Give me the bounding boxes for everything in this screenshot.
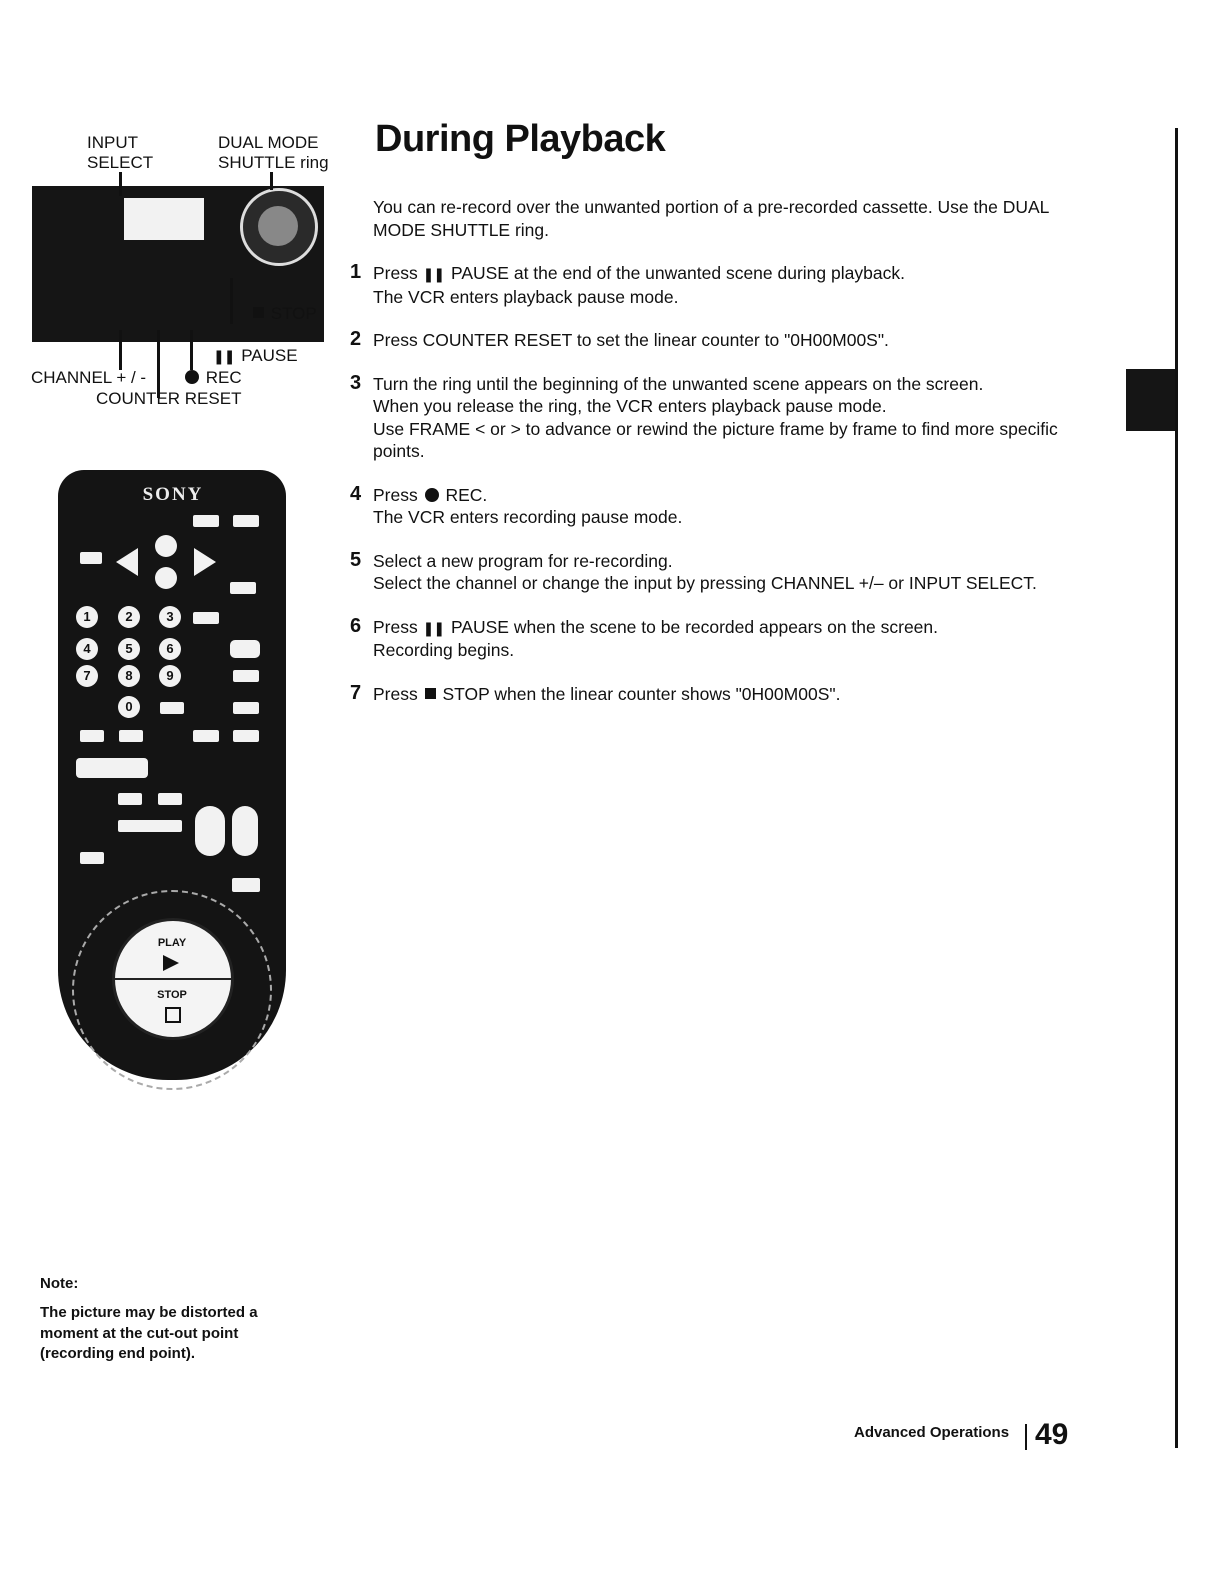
note-body: The picture may be distorted a moment at the cut-out point (recording end point). [40,1304,258,1362]
remote-key-0: 0 [118,696,140,718]
page-number: 49 [1035,1418,1069,1451]
stop-icon [425,688,436,699]
remote-button [193,515,219,527]
page-edge-rule [1175,128,1178,1448]
step-number: 6 [350,614,362,637]
label-pause [213,346,298,366]
label-counter-reset: COUNTER RESET [96,389,242,408]
step-line: When you release the ring, the VCR enters playback pause mode. [373,396,887,416]
remote-play-label: PLAY [157,937,187,949]
remote-brand-logo: SONY [142,484,204,505]
stop-square-icon [165,1007,181,1023]
step-item [350,329,1060,352]
shuttle-ring-center-icon [258,206,298,246]
intro-paragraph: You can re-record over the unwanted portion of a pre-recorded cassette. Use the DUAL MODE SHUTTLE ring. [373,197,1049,240]
remote-key-7: 7 [76,665,98,687]
label-dual-mode-shuttle: DUAL MODE SHUTTLE ring [218,133,329,172]
step-line: Select a new program for re-recording. [373,550,673,571]
step-number: 5 [350,548,362,571]
step-item [350,550,1060,595]
jog-divider [115,978,231,980]
remote-stop-label: STOP [157,989,187,1001]
remote-button [233,515,259,527]
step-line: Use FRAME < or > to advance or rewind the picture frame by frame to find more specific points. [373,418,1058,461]
remote-channel-rocker [195,806,225,856]
remote-key-3: 3 [159,606,181,628]
step-item [350,262,1060,308]
remote-key-8: 8 [118,665,140,687]
step-line: Press COUNTER RESET to set the linear counter to "0H00M00S". [373,330,889,350]
remote-frame-buttons [76,758,148,778]
step-line: Press REC. [373,484,488,505]
remote-button [233,730,259,742]
step-line: Press ❚❚ PAUSE when the scene to be recorded appears on the screen. [373,616,939,637]
note-heading: Note: [40,1275,79,1292]
remote-key-2: 2 [118,606,140,628]
leader-line [270,172,273,190]
remote-button [193,612,219,624]
leader-line [157,330,160,398]
step-line: Press STOP when the linear counter shows "0H00M00S". [373,683,841,704]
leader-line [119,330,122,370]
remote-button [193,730,219,742]
remote-button [80,852,104,864]
stop-icon [253,307,264,318]
remote-button [118,793,142,805]
step-item [350,683,1060,706]
label-input-select: INPUT SELECT [87,133,154,172]
remote-cursor-pad-icon [114,534,218,590]
remote-volume-rocker [232,806,258,856]
label-rec-text: REC [205,368,242,387]
rec-icon [425,488,439,502]
pause-icon: ❚❚ [213,348,235,364]
remote-key-6: 6 [159,638,181,660]
label-channel: CHANNEL + / - [31,368,147,387]
remote-key-5: 5 [118,638,140,660]
label-pause-text: PAUSE [241,346,298,365]
section-thumb-tab [1126,369,1178,431]
label-stop [251,304,317,324]
step-number: 7 [350,681,362,704]
step-item [350,616,1060,662]
step-line: The VCR enters playback pause mode. [373,286,679,307]
remote-key-1: 1 [76,606,98,628]
step-number: 3 [350,371,362,394]
remote-key-9: 9 [159,665,181,687]
label-rec [183,368,242,388]
remote-button [80,552,102,564]
remote-button [80,730,104,742]
remote-select-button [230,640,260,658]
pause-icon: ❚❚ [422,619,445,636]
step-number: 2 [350,328,362,350]
vcr-display [124,198,204,240]
step-item [350,484,1060,529]
step-line: Turn the ring until the beginning of the unwanted scene appears on the screen. [373,373,984,394]
step-line: Recording begins. [373,640,515,660]
label-stop-text: STOP [270,304,317,323]
remote-pause-button [232,878,260,892]
play-icon [163,955,179,971]
remote-button [230,582,256,594]
remote-button [158,793,182,805]
footer-section-name: Advanced Operations [854,1424,1010,1441]
step-line: Press ❚❚ PAUSE at the end of the unwanted scene during playback. [373,263,905,283]
steps-list [350,262,1060,726]
remote-button [119,730,143,742]
step-item [350,373,1060,463]
pause-icon: ❚❚ [422,266,445,282]
step-line: Select the channel or change the input by pressing CHANNEL +/– or INPUT SELECT. [373,573,1037,593]
page-title: During Playback [375,118,666,160]
leader-line [230,278,233,324]
remote-button [233,670,259,682]
footer-divider [1025,1424,1027,1450]
remote-rec-button [118,820,182,832]
remote-key-4: 4 [76,638,98,660]
leader-line [190,330,193,370]
step-number: 1 [350,261,362,283]
leader-line [119,172,122,196]
step-number: 4 [350,482,362,505]
remote-button [160,702,184,714]
rec-icon [185,370,199,384]
remote-button [233,702,259,714]
step-line: The VCR enters recording pause mode. [373,507,683,527]
